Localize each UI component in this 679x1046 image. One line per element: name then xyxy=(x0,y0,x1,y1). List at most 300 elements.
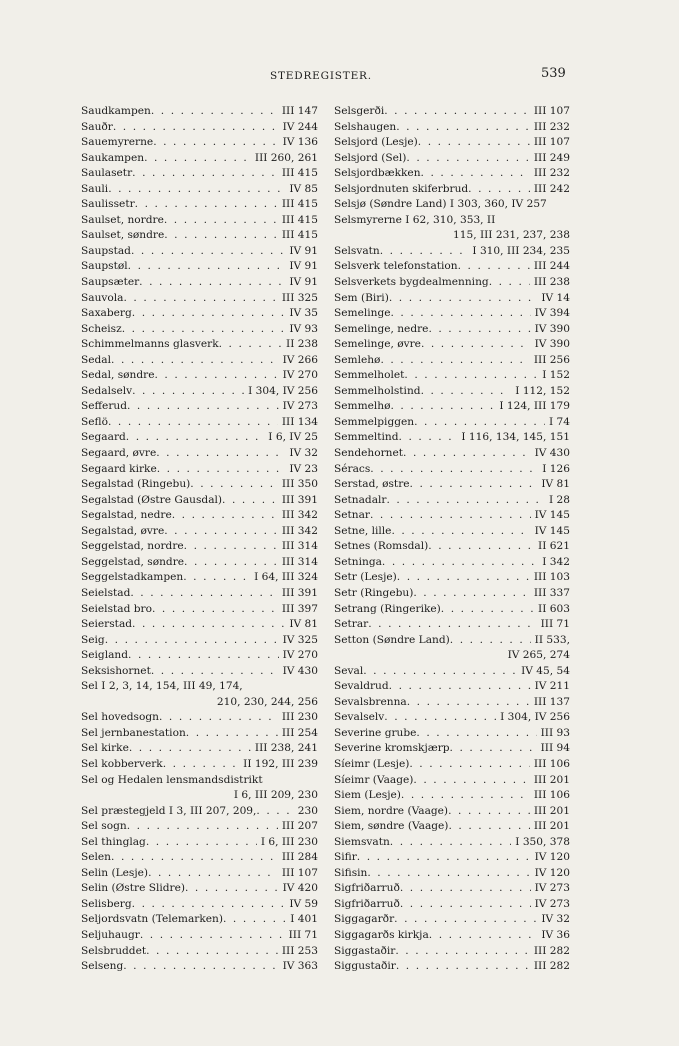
entry-page-reference: III 71 xyxy=(540,618,570,631)
entry-page-reference: I 124, III 179 xyxy=(499,400,570,413)
index-entry xyxy=(334,881,570,897)
index-entry xyxy=(334,135,570,151)
leader-dots xyxy=(495,213,566,229)
index-entry xyxy=(334,306,570,322)
index-entry xyxy=(334,493,570,509)
entry-place-name: Seggelstad, nordre xyxy=(81,540,184,553)
entry-page-reference: I 6, III 230 xyxy=(260,835,318,848)
index-entry xyxy=(81,430,318,446)
leader-dots xyxy=(129,741,251,757)
leader-dots xyxy=(140,928,285,944)
entry-page-reference: IV 81 xyxy=(541,478,570,491)
entry-place-name: Siemsvatn xyxy=(334,835,390,848)
index-entry xyxy=(81,819,318,835)
leader-dots xyxy=(111,353,279,369)
entry-place-name: Selsjord (Sel) xyxy=(334,151,407,164)
entry-place-name: Semelinge, øvre xyxy=(334,338,421,351)
entry-place-name: Sevalselv xyxy=(334,711,385,724)
leader-dots xyxy=(401,788,530,804)
leader-dots xyxy=(396,959,530,975)
entry-place-name: Severine kromskjærp xyxy=(334,742,450,755)
leader-dots xyxy=(390,835,511,851)
index-entry xyxy=(81,446,318,462)
leader-dots xyxy=(111,850,278,866)
index-entry xyxy=(334,773,570,789)
entry-page-reference: III 238 xyxy=(533,276,570,289)
leader-dots xyxy=(155,368,279,384)
leader-dots xyxy=(370,508,531,524)
entry-place-name: Seigland xyxy=(81,649,129,662)
entry-page-reference: IV 59 xyxy=(289,897,318,910)
leader-dots xyxy=(414,415,545,431)
entry-page-reference: IV 32 xyxy=(289,447,318,460)
index-entry xyxy=(81,259,318,275)
page-number: 539 xyxy=(541,66,566,81)
leader-dots xyxy=(105,633,279,649)
leader-dots xyxy=(152,602,278,618)
entry-place-name: Selen xyxy=(81,851,112,864)
leader-dots xyxy=(391,306,531,322)
entry-place-name: Sedalselv xyxy=(81,384,133,397)
index-entry xyxy=(81,353,318,369)
entry-place-name: Siggagarðr xyxy=(334,913,395,926)
entry-page-reference: IV 273 xyxy=(534,897,570,910)
leader-dots xyxy=(146,944,278,960)
leader-dots xyxy=(132,384,244,400)
entry-page-reference: IV 85 xyxy=(289,182,318,195)
leader-dots xyxy=(263,773,314,789)
entry-place-name: Sevaldrud xyxy=(334,680,389,693)
index-entry xyxy=(81,120,318,136)
leader-dots xyxy=(190,477,278,493)
entry-page-reference: III 137 xyxy=(533,695,570,708)
leader-dots xyxy=(132,166,278,182)
index-entry xyxy=(334,213,570,229)
index-entry xyxy=(334,679,570,695)
leader-dots xyxy=(128,259,286,275)
entry-page-reference: I 74 xyxy=(548,415,570,428)
entry-page-reference: III 201 xyxy=(533,773,570,786)
entry-place-name: Síeimr (Lesje) xyxy=(334,757,410,770)
index-entry xyxy=(81,570,318,586)
entry-place-name: Serstad, østre xyxy=(334,478,410,491)
leader-dots xyxy=(368,617,536,633)
entry-page-reference: III 415 xyxy=(281,198,318,211)
leader-dots xyxy=(159,710,278,726)
entry-page-reference: III 342 xyxy=(281,524,318,537)
leader-dots xyxy=(429,928,538,944)
leader-dots xyxy=(410,477,538,493)
leader-dots xyxy=(130,586,277,602)
entry-page-reference: III 284 xyxy=(281,851,318,864)
index-entry xyxy=(81,633,318,649)
entry-page-reference: IV 390 xyxy=(534,338,570,351)
index-entry xyxy=(334,570,570,586)
index-entry xyxy=(334,897,570,913)
leader-dots xyxy=(127,819,278,835)
entry-place-name: Séracs xyxy=(334,462,371,475)
entry-place-name: Seljordsvatn (Telemarken) xyxy=(81,913,223,926)
entry-place-name: Selsjordnuten skiferbrud xyxy=(334,182,469,195)
entry-place-name: Segalstad, øvre xyxy=(81,524,165,537)
index-entry xyxy=(81,881,318,897)
running-header: STEDREGISTER. xyxy=(270,70,372,82)
leader-dots xyxy=(219,337,282,353)
entry-place-name: Setrang (Ringerike) xyxy=(334,602,441,615)
leader-dots xyxy=(151,664,279,680)
index-entry xyxy=(334,244,570,260)
entry-place-name: Segalstad (Ringebu) xyxy=(81,478,191,491)
leader-dots xyxy=(450,741,537,757)
index-entry xyxy=(81,291,318,307)
index-entry xyxy=(334,804,570,820)
entry-page-reference: III 134 xyxy=(281,415,318,428)
entry-place-name: Seielstad bro xyxy=(81,602,152,615)
index-entry xyxy=(81,617,318,633)
entry-page-reference: I 64, III 324 xyxy=(254,571,318,584)
entry-page-reference: IV 363 xyxy=(282,960,318,973)
leader-dots xyxy=(184,539,278,555)
entry-place-name: Selsverk telefonstation xyxy=(334,260,458,273)
leader-dots xyxy=(172,508,278,524)
index-entry xyxy=(334,959,570,975)
entry-place-name: Setr (Ringebu) xyxy=(334,586,414,599)
index-entry xyxy=(81,741,318,757)
leader-dots xyxy=(357,850,531,866)
leader-dots xyxy=(184,555,278,571)
leader-dots xyxy=(163,757,239,773)
entry-page-reference: III 337 xyxy=(533,586,570,599)
index-entry xyxy=(81,182,318,198)
index-entry xyxy=(334,399,570,415)
leader-dots xyxy=(458,259,530,275)
index-entry xyxy=(81,679,318,695)
index-entry xyxy=(81,726,318,742)
leader-dots xyxy=(416,726,536,742)
entry-page-reference: IV 430 xyxy=(282,664,318,677)
entry-place-name: Seielstad xyxy=(81,586,131,599)
index-entry xyxy=(334,664,570,680)
entry-place-name: Sedal, søndre xyxy=(81,369,155,382)
index-entry xyxy=(81,493,318,509)
entry-place-name: Sel kobberverk xyxy=(81,757,163,770)
index-entry xyxy=(334,788,570,804)
leader-dots xyxy=(386,493,544,509)
index-entry xyxy=(334,477,570,493)
index-entry xyxy=(334,524,570,540)
leader-dots xyxy=(126,430,264,446)
leader-dots xyxy=(468,182,530,198)
leader-dots xyxy=(394,912,537,928)
entry-place-name: Semlehø xyxy=(334,353,381,366)
leader-dots xyxy=(409,757,530,773)
entry-place-name: Sifir xyxy=(334,851,357,864)
leader-dots xyxy=(132,306,286,322)
leader-dots xyxy=(370,462,538,478)
entry-page-reference: I 310, III 234, 235 xyxy=(472,244,570,257)
entry-place-name: Scheisz xyxy=(81,322,122,335)
entry-page-reference: III 282 xyxy=(533,944,570,957)
entry-place-name: Sevalsbrenna xyxy=(334,695,407,708)
entry-page-reference: IV 430 xyxy=(534,447,570,460)
entry-page-reference: II 603 xyxy=(538,602,570,615)
entry-page-reference: I 112, 152 xyxy=(515,384,570,397)
entry-page-reference: III 397 xyxy=(281,602,318,615)
entry-page-reference: III 94 xyxy=(540,742,570,755)
entry-place-name: Sel hovedsogn xyxy=(81,711,159,724)
index-entry xyxy=(81,228,318,244)
entry-place-name: Semelinge, nedre xyxy=(334,322,429,335)
entry-page-reference: III 253 xyxy=(281,944,318,957)
index-entry xyxy=(81,804,318,820)
entry-page-reference: III 93 xyxy=(540,726,570,739)
leader-dots xyxy=(428,322,530,338)
leader-dots xyxy=(380,244,469,260)
entry-place-name: Saupstad xyxy=(81,244,131,257)
entry-page-reference: IV 91 xyxy=(289,260,318,273)
leader-dots xyxy=(441,602,534,618)
entry-place-name: Selsjord (Lesje) xyxy=(334,136,418,149)
entry-page-reference: IV 35 xyxy=(289,307,318,320)
index-entry xyxy=(334,944,570,960)
index-entry xyxy=(334,275,570,291)
leader-dots xyxy=(151,104,278,120)
leader-dots xyxy=(164,228,278,244)
entry-place-name: Seggelstad, søndre xyxy=(81,555,185,568)
entry-page-reference: I 116, 134, 145, 151 xyxy=(461,431,570,444)
entry-place-name: Setrar xyxy=(334,618,369,631)
entry-place-name: Setnes (Romsdal) xyxy=(334,540,429,553)
index-entry xyxy=(81,508,318,524)
entry-place-name: Semmeltind xyxy=(334,431,399,444)
entry-place-name: Saulset, søndre xyxy=(81,229,165,242)
entry-place-name: Selshaugen xyxy=(334,120,397,133)
leader-dots xyxy=(421,337,531,353)
index-entry xyxy=(81,337,318,353)
entry-page-reference: IV 81 xyxy=(289,618,318,631)
entry-page-reference: IV 14 xyxy=(541,291,570,304)
entry-page-reference: II 533, xyxy=(534,633,570,646)
index-entry xyxy=(334,182,570,198)
entry-place-name: Seval xyxy=(334,664,364,677)
leader-dots xyxy=(127,399,279,415)
leader-dots xyxy=(146,835,257,851)
entry-page-reference: II 621 xyxy=(538,540,570,553)
index-entry xyxy=(334,866,570,882)
entry-page-reference: IV 91 xyxy=(289,276,318,289)
entry-page-reference: IV 273 xyxy=(534,882,570,895)
index-entry xyxy=(334,850,570,866)
entry-place-name: Selseng xyxy=(81,960,124,973)
leader-dots xyxy=(421,166,530,182)
index-entry xyxy=(334,430,570,446)
leader-dots xyxy=(157,462,286,478)
entry-page-reference: IV 91 xyxy=(289,244,318,257)
entry-page-reference: III 314 xyxy=(281,540,318,553)
leader-dots xyxy=(384,104,530,120)
leader-dots xyxy=(421,384,512,400)
entry-page-reference: III 230 xyxy=(281,711,318,724)
index-entry xyxy=(334,617,570,633)
entry-page-reference: IV 394 xyxy=(534,307,570,320)
entry-page-reference: IV 270 xyxy=(282,649,318,662)
entry-place-name: Siggustaðir xyxy=(334,960,396,973)
entry-place-name: Siem (Lesje) xyxy=(334,789,401,802)
leader-dots xyxy=(406,151,529,167)
entry-place-name: Segalstad, nedre xyxy=(81,509,172,522)
index-column-left xyxy=(81,104,318,975)
leader-dots xyxy=(407,695,530,711)
index-entry xyxy=(334,819,570,835)
entry-place-name: Sigfriðarruð xyxy=(334,882,400,895)
entry-place-name: Sauvola xyxy=(81,291,124,304)
leader-dots xyxy=(222,493,278,509)
entry-page-reference: IV 120 xyxy=(534,851,570,864)
leader-dots xyxy=(223,912,286,928)
entry-place-name: Sel jernbanestation xyxy=(81,726,186,739)
entry-place-name: Siem, søndre (Vaage) xyxy=(334,820,449,833)
index-column-right xyxy=(334,104,570,975)
entry-page-reference: III 391 xyxy=(281,493,318,506)
index-entry xyxy=(81,897,318,913)
entry-page-reference: 230 xyxy=(297,804,318,817)
entry-page-reference: III 314 xyxy=(281,555,318,568)
entry-place-name: Setton (Søndre Land) xyxy=(334,633,450,646)
leader-dots xyxy=(396,120,530,136)
entry-page-reference: IV 136 xyxy=(282,136,318,149)
entry-page-reference: IV 36 xyxy=(541,928,570,941)
entry-page-reference: III 106 xyxy=(533,757,570,770)
entry-place-name: Sigfriðarruð xyxy=(334,897,400,910)
entry-place-name: Sel kirke xyxy=(81,742,129,755)
entry-page-reference: III 350 xyxy=(281,478,318,491)
entry-page-reference: I 401 xyxy=(290,913,318,926)
entry-page-reference: I 152 xyxy=(542,369,570,382)
index-entry xyxy=(81,928,318,944)
entry-page-reference: IV 23 xyxy=(289,462,318,475)
entry-place-name: Saulset, nordre xyxy=(81,213,164,226)
entry-page-reference: IV 211 xyxy=(534,680,570,693)
leader-dots xyxy=(413,773,529,789)
entry-place-name: Siem, nordre (Vaage) xyxy=(334,804,449,817)
entry-page-reference: III 415 xyxy=(281,213,318,226)
index-entry xyxy=(334,928,570,944)
entry-page-reference: IV 270 xyxy=(282,369,318,382)
entry-page-reference: IV 266 xyxy=(282,353,318,366)
entry-page-reference: III 415 xyxy=(281,167,318,180)
entry-page-reference: III 71 xyxy=(288,928,318,941)
entry-place-name: Saulissetr xyxy=(81,198,135,211)
entry-place-name: Seflö xyxy=(81,415,108,428)
index-entry xyxy=(334,322,570,338)
leader-dots xyxy=(164,524,278,540)
entry-place-name: Siggastaðir xyxy=(334,944,396,957)
entry-place-name: Sel sogn xyxy=(81,820,127,833)
index-entry xyxy=(81,648,318,664)
leader-dots xyxy=(391,524,530,540)
entry-place-name: Selin (Lesje) xyxy=(81,866,149,879)
entry-page-reference: I 342 xyxy=(542,555,570,568)
entry-place-name: Selsbruddet xyxy=(81,944,147,957)
index-entry xyxy=(334,633,570,649)
index-entry xyxy=(334,104,570,120)
entry-page-reference: I 28 xyxy=(548,493,570,506)
index-entry xyxy=(81,166,318,182)
entry-page-reference: III 415 xyxy=(281,229,318,242)
leader-dots xyxy=(382,555,538,571)
entry-page-reference: IV 93 xyxy=(289,322,318,335)
entry-page-reference: IV 390 xyxy=(534,322,570,335)
entry-place-name: Sel thinglag xyxy=(81,835,146,848)
entry-place-name: Sedal xyxy=(81,353,112,366)
leader-dots xyxy=(131,244,285,260)
leader-dots xyxy=(448,804,530,820)
index-entry xyxy=(334,197,570,213)
entry-place-name: Seggelstadkampen xyxy=(81,571,184,584)
index-entry xyxy=(81,835,318,851)
entry-place-name: Setr (Lesje) xyxy=(334,571,397,584)
index-entry xyxy=(81,912,318,928)
leader-dots xyxy=(148,866,278,882)
entry-page-reference: III 391 xyxy=(281,586,318,599)
index-entry xyxy=(334,291,570,307)
index-entry xyxy=(334,337,570,353)
index-entry xyxy=(334,602,570,618)
entry-page-reference: III 342 xyxy=(281,509,318,522)
entry-page-reference: III 107 xyxy=(533,136,570,149)
leader-dots xyxy=(183,570,250,586)
index-entry-continuation: IV 265, 274 xyxy=(507,649,570,662)
entry-page-reference: III 325 xyxy=(281,291,318,304)
entry-page-reference: I 126 xyxy=(542,462,570,475)
index-entry-continuation: 115, III 231, 237, 238 xyxy=(452,229,570,242)
leader-dots xyxy=(144,151,251,167)
entry-place-name: Siggagarðs kirkja xyxy=(334,928,429,941)
entry-place-name: Setnar xyxy=(334,509,370,522)
entry-page-reference: III 238, 241 xyxy=(254,742,318,755)
entry-page-reference: IV 32 xyxy=(541,913,570,926)
entry-place-name: Sel og Hedalen lensmandsdistrikt xyxy=(81,773,263,786)
index-entry xyxy=(81,462,318,478)
leader-dots xyxy=(397,570,530,586)
leader-dots xyxy=(390,399,495,415)
entry-place-name: Saupstøl xyxy=(81,260,128,273)
leader-dots xyxy=(389,679,531,695)
leader-dots xyxy=(139,275,285,291)
index-entry xyxy=(334,726,570,742)
entry-page-reference: III 254 xyxy=(281,726,318,739)
index-entry xyxy=(334,151,570,167)
index-entry xyxy=(334,166,570,182)
entry-place-name: Saukampen xyxy=(81,151,145,164)
leader-dots xyxy=(448,819,529,835)
index-entry xyxy=(81,399,318,415)
index-entry xyxy=(334,462,570,478)
leader-dots xyxy=(547,197,566,213)
entry-place-name: Síeimr (Vaage) xyxy=(334,773,414,786)
entry-place-name: Semmelholstind xyxy=(334,384,421,397)
entry-place-name: Saxaberg xyxy=(81,307,132,320)
entry-place-name: Saudkampen xyxy=(81,105,151,117)
entry-place-name: Setnadalr xyxy=(334,493,387,506)
entry-page-reference: III 107 xyxy=(281,866,318,879)
leader-dots xyxy=(413,586,530,602)
leader-dots xyxy=(367,866,530,882)
entry-place-name: Semmelpiggen xyxy=(334,415,415,428)
leader-dots xyxy=(122,322,286,338)
index-entry-continuation: I 6, III 209, 230 xyxy=(233,789,318,802)
index-entry xyxy=(334,757,570,773)
